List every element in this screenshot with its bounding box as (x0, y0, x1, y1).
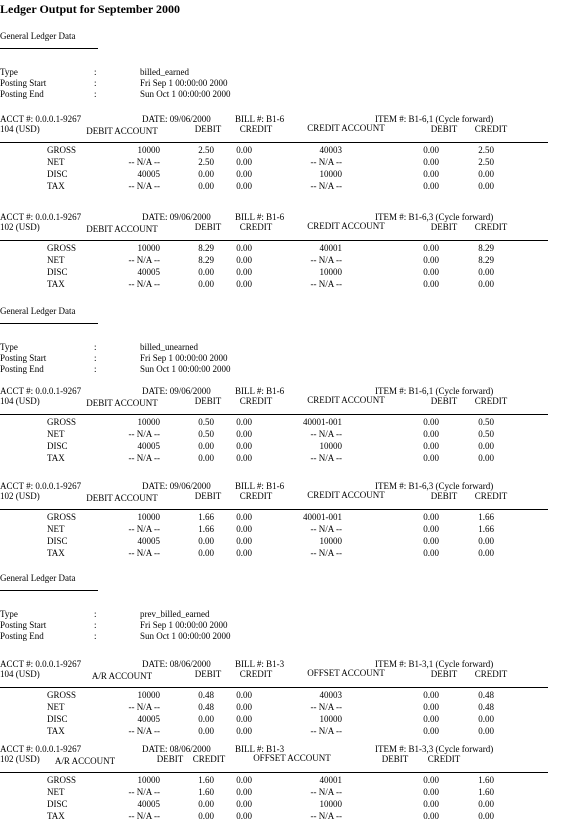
col-header-account2: OFFSET ACCOUNT (253, 753, 331, 763)
debit2-amount: 0.00 (423, 714, 439, 724)
page-title: Ledger Output for September 2000 (0, 2, 180, 16)
debit-account: -- N/A -- (128, 453, 160, 463)
debit-account: -- N/A -- (128, 702, 160, 712)
credit-account: 10000 (319, 267, 342, 277)
row-label: TAX (47, 181, 65, 191)
debit2-amount: 0.00 (423, 255, 439, 265)
meta-label: Posting Start (0, 620, 47, 630)
section-heading: General Ledger Data (0, 573, 76, 583)
col-header-account: DEBIT ACCOUNT (86, 398, 158, 408)
section-heading: General Ledger Data (0, 31, 76, 41)
posting-date: DATE: 09/06/2000 (142, 481, 211, 491)
credit2-amount: 0.00 (478, 279, 494, 289)
meta-separator: : (94, 609, 97, 619)
col-header-credit: CREDIT (239, 396, 273, 406)
account-number: ACCT #: 0.0.0.1-9267 (0, 481, 82, 491)
meta-separator: : (94, 67, 97, 77)
credit-account: 10000 (319, 536, 342, 546)
debit-account: -- N/A -- (128, 157, 160, 167)
section-heading-rule (0, 590, 98, 591)
debit2-amount: 0.00 (423, 429, 439, 439)
debit-amount: 0.00 (198, 279, 214, 289)
credit-amount: 0.00 (236, 702, 252, 712)
debit-amount: 1.60 (198, 775, 214, 785)
debit-amount: 0.50 (198, 417, 214, 427)
meta-value: Fri Sep 1 00:00:00 2000 (140, 620, 228, 630)
posting-date: DATE: 09/06/2000 (142, 212, 211, 222)
debit2-amount: 0.00 (423, 169, 439, 179)
item-number: ITEM #: B1-3,3 (Cycle forward) (375, 744, 494, 754)
block-rule (0, 687, 548, 688)
debit2-amount: 0.00 (423, 799, 439, 809)
debit2-amount: 0.00 (423, 512, 439, 522)
credit2-amount: 0.00 (478, 441, 494, 451)
col-header-account2: CREDIT ACCOUNT (307, 490, 385, 500)
debit2-amount: 0.00 (423, 811, 439, 821)
currency-code: 104 (USD) (0, 396, 40, 406)
col-header-account2: OFFSET ACCOUNT (307, 668, 385, 678)
meta-value: Fri Sep 1 00:00:00 2000 (140, 78, 228, 88)
credit2-amount: 1.60 (478, 787, 494, 797)
row-label: NET (47, 524, 65, 534)
debit-account: 40005 (137, 714, 160, 724)
debit2-amount: 0.00 (423, 536, 439, 546)
credit-account: -- N/A -- (310, 181, 342, 191)
row-label: DISC (47, 441, 68, 451)
col-header-debit: DEBIT (194, 491, 222, 501)
debit-account: -- N/A -- (128, 279, 160, 289)
col-header-credit: CREDIT (192, 754, 226, 764)
credit-account: -- N/A -- (310, 157, 342, 167)
meta-value: prev_billed_earned (140, 609, 210, 619)
currency-code: 104 (USD) (0, 669, 40, 679)
credit-amount: 0.00 (236, 157, 252, 167)
account-number: ACCT #: 0.0.0.1-9267 (0, 386, 82, 396)
credit-account: -- N/A -- (310, 255, 342, 265)
credit-amount: 0.00 (236, 512, 252, 522)
debit2-amount: 0.00 (423, 524, 439, 534)
credit2-amount: 0.00 (478, 799, 494, 809)
debit-account: 10000 (137, 775, 160, 785)
debit-account: 10000 (137, 243, 160, 253)
credit2-amount: 0.00 (478, 548, 494, 558)
meta-label: Type (0, 342, 18, 352)
credit-account: 40001 (319, 243, 342, 253)
credit-account: 40003 (319, 690, 342, 700)
credit-amount: 0.00 (236, 429, 252, 439)
section-heading-rule (0, 323, 98, 324)
col-header-credit2: CREDIT (474, 222, 508, 232)
credit-account: -- N/A -- (310, 726, 342, 736)
col-header-credit2: CREDIT (474, 669, 508, 679)
meta-separator: : (94, 353, 97, 363)
debit-account: 10000 (137, 417, 160, 427)
credit-account: -- N/A -- (310, 787, 342, 797)
posting-date: DATE: 09/06/2000 (142, 114, 211, 124)
debit-account: -- N/A -- (128, 726, 160, 736)
row-label: DISC (47, 267, 68, 277)
debit-account: -- N/A -- (128, 548, 160, 558)
credit-account: 10000 (319, 169, 342, 179)
credit-amount: 0.00 (236, 453, 252, 463)
credit2-amount: 8.29 (478, 243, 494, 253)
debit2-amount: 0.00 (423, 243, 439, 253)
debit-amount: 2.50 (198, 157, 214, 167)
debit2-amount: 0.00 (423, 787, 439, 797)
debit2-amount: 0.00 (423, 690, 439, 700)
debit-account: 40005 (137, 536, 160, 546)
credit-account: -- N/A -- (310, 524, 342, 534)
meta-separator: : (94, 631, 97, 641)
credit2-amount: 0.48 (478, 702, 494, 712)
posting-date: DATE: 09/06/2000 (142, 386, 211, 396)
credit-account: 40003 (319, 145, 342, 155)
debit-account: -- N/A -- (128, 811, 160, 821)
credit2-amount: 2.50 (478, 157, 494, 167)
credit-amount: 0.00 (236, 536, 252, 546)
item-number: ITEM #: B1-3,1 (Cycle forward) (375, 659, 494, 669)
credit-amount: 0.00 (236, 169, 252, 179)
row-label: GROSS (47, 145, 77, 155)
credit-amount: 0.00 (236, 799, 252, 809)
bill-number: BILL #: B1-3 (235, 744, 285, 754)
credit-amount: 0.00 (236, 714, 252, 724)
row-label: GROSS (47, 775, 77, 785)
credit-amount: 0.00 (236, 267, 252, 277)
row-label: NET (47, 787, 65, 797)
currency-code: 102 (USD) (0, 491, 40, 501)
col-header-debit2: DEBIT (430, 396, 458, 406)
section-heading-rule (0, 48, 98, 49)
col-header-credit2: CREDIT (427, 754, 461, 764)
meta-separator: : (94, 89, 97, 99)
debit-account: 40005 (137, 441, 160, 451)
row-label: GROSS (47, 690, 77, 700)
credit2-amount: 1.66 (478, 512, 494, 522)
debit-amount: 0.50 (198, 429, 214, 439)
debit-amount: 0.48 (198, 690, 214, 700)
col-header-credit: CREDIT (239, 491, 273, 501)
bill-number: BILL #: B1-6 (235, 386, 285, 396)
account-number: ACCT #: 0.0.0.1-9267 (0, 114, 82, 124)
debit-amount: 8.29 (198, 243, 214, 253)
col-header-debit: DEBIT (194, 669, 222, 679)
row-label: TAX (47, 279, 65, 289)
credit2-amount: 0.00 (478, 811, 494, 821)
posting-date: DATE: 08/06/2000 (142, 659, 211, 669)
credit-amount: 0.00 (236, 787, 252, 797)
credit2-amount: 0.00 (478, 181, 494, 191)
meta-value: Fri Sep 1 00:00:00 2000 (140, 353, 228, 363)
debit-amount: 0.00 (198, 169, 214, 179)
bill-number: BILL #: B1-6 (235, 212, 285, 222)
row-label: NET (47, 429, 65, 439)
debit2-amount: 0.00 (423, 417, 439, 427)
meta-value: Sun Oct 1 00:00:00 2000 (140, 364, 231, 374)
credit2-amount: 0.50 (478, 417, 494, 427)
row-label: GROSS (47, 512, 77, 522)
currency-code: 102 (USD) (0, 222, 40, 232)
debit-account: -- N/A -- (128, 181, 160, 191)
bill-number: BILL #: B1-3 (235, 659, 285, 669)
row-label: GROSS (47, 417, 77, 427)
credit-amount: 0.00 (236, 524, 252, 534)
credit-account: -- N/A -- (310, 811, 342, 821)
col-header-account2: CREDIT ACCOUNT (307, 395, 385, 405)
credit-amount: 0.00 (236, 775, 252, 785)
col-header-debit: DEBIT (156, 754, 184, 764)
credit-account: -- N/A -- (310, 279, 342, 289)
debit-amount: 0.00 (198, 714, 214, 724)
col-header-debit2: DEBIT (430, 124, 458, 134)
credit2-amount: 0.48 (478, 690, 494, 700)
meta-label: Posting End (0, 631, 44, 641)
col-header-debit2: DEBIT (430, 669, 458, 679)
credit-account: 40001-001 (303, 417, 342, 427)
col-header-credit2: CREDIT (474, 124, 508, 134)
col-header-account: DEBIT ACCOUNT (86, 493, 158, 503)
debit2-amount: 0.00 (423, 702, 439, 712)
block-rule (0, 772, 548, 773)
meta-separator: : (94, 78, 97, 88)
debit2-amount: 0.00 (423, 145, 439, 155)
credit2-amount: 0.50 (478, 429, 494, 439)
debit-amount: 0.00 (198, 536, 214, 546)
debit-amount: 0.00 (198, 548, 214, 558)
debit2-amount: 0.00 (423, 548, 439, 558)
meta-separator: : (94, 364, 97, 374)
col-header-debit2: DEBIT (430, 491, 458, 501)
debit-account: 40005 (137, 267, 160, 277)
debit-amount: 0.48 (198, 702, 214, 712)
row-label: TAX (47, 811, 65, 821)
col-header-debit2: DEBIT (430, 222, 458, 232)
debit-account: -- N/A -- (128, 787, 160, 797)
debit2-amount: 0.00 (423, 267, 439, 277)
row-label: NET (47, 255, 65, 265)
debit2-amount: 0.00 (423, 775, 439, 785)
account-number: ACCT #: 0.0.0.1-9267 (0, 744, 82, 754)
debit-amount: 0.00 (198, 726, 214, 736)
col-header-debit: DEBIT (194, 124, 222, 134)
debit-account: 40005 (137, 799, 160, 809)
credit-amount: 0.00 (236, 548, 252, 558)
col-header-credit: CREDIT (239, 222, 273, 232)
debit-account: 10000 (137, 690, 160, 700)
row-label: DISC (47, 714, 68, 724)
row-label: DISC (47, 536, 68, 546)
col-header-debit: DEBIT (194, 222, 222, 232)
meta-value: Sun Oct 1 00:00:00 2000 (140, 89, 231, 99)
bill-number: BILL #: B1-6 (235, 114, 285, 124)
col-header-account: A/R ACCOUNT (91, 671, 153, 681)
debit-amount: 1.66 (198, 512, 214, 522)
credit-amount: 0.00 (236, 441, 252, 451)
credit-amount: 0.00 (236, 417, 252, 427)
credit-amount: 0.00 (236, 690, 252, 700)
debit-amount: 1.60 (198, 787, 214, 797)
credit-amount: 0.00 (236, 726, 252, 736)
credit2-amount: 1.66 (478, 524, 494, 534)
row-label: NET (47, 702, 65, 712)
account-number: ACCT #: 0.0.0.1-9267 (0, 212, 82, 222)
debit-amount: 0.00 (198, 441, 214, 451)
meta-label: Posting Start (0, 353, 47, 363)
credit2-amount: 2.50 (478, 145, 494, 155)
credit2-amount: 8.29 (478, 255, 494, 265)
block-rule (0, 509, 548, 510)
meta-label: Type (0, 609, 18, 619)
col-header-account: DEBIT ACCOUNT (86, 224, 158, 234)
credit2-amount: 0.00 (478, 536, 494, 546)
col-header-credit: CREDIT (239, 124, 273, 134)
credit-account: -- N/A -- (310, 548, 342, 558)
meta-label: Posting Start (0, 78, 47, 88)
currency-code: 104 (USD) (0, 124, 40, 134)
meta-label: Posting End (0, 364, 44, 374)
section-heading: General Ledger Data (0, 306, 76, 316)
credit2-amount: 0.00 (478, 726, 494, 736)
meta-separator: : (94, 342, 97, 352)
item-number: ITEM #: B1-6,1 (Cycle forward) (375, 386, 494, 396)
col-header-account2: CREDIT ACCOUNT (307, 123, 385, 133)
meta-value: Sun Oct 1 00:00:00 2000 (140, 631, 231, 641)
credit-account: 10000 (319, 714, 342, 724)
debit2-amount: 0.00 (423, 181, 439, 191)
account-number: ACCT #: 0.0.0.1-9267 (0, 659, 82, 669)
debit-amount: 0.00 (198, 267, 214, 277)
debit-amount: 0.00 (198, 811, 214, 821)
block-rule (0, 240, 548, 241)
credit2-amount: 0.00 (478, 714, 494, 724)
credit-account: -- N/A -- (310, 702, 342, 712)
debit-account: -- N/A -- (128, 255, 160, 265)
debit-amount: 1.66 (198, 524, 214, 534)
debit2-amount: 0.00 (423, 453, 439, 463)
credit-account: 40001-001 (303, 512, 342, 522)
credit-amount: 0.00 (236, 255, 252, 265)
col-header-debit: DEBIT (194, 396, 222, 406)
block-rule (0, 142, 548, 143)
credit-account: -- N/A -- (310, 453, 342, 463)
row-label: TAX (47, 453, 65, 463)
item-number: ITEM #: B1-6,1 (Cycle forward) (375, 114, 494, 124)
col-header-credit: CREDIT (239, 669, 273, 679)
credit-amount: 0.00 (236, 243, 252, 253)
meta-value: billed_unearned (140, 342, 198, 352)
debit2-amount: 0.00 (423, 279, 439, 289)
debit-amount: 2.50 (198, 145, 214, 155)
debit2-amount: 0.00 (423, 726, 439, 736)
credit2-amount: 0.00 (478, 453, 494, 463)
col-header-account: DEBIT ACCOUNT (86, 126, 158, 136)
credit-amount: 0.00 (236, 279, 252, 289)
meta-label: Posting End (0, 89, 44, 99)
debit2-amount: 0.00 (423, 441, 439, 451)
debit-account: -- N/A -- (128, 524, 160, 534)
col-header-credit2: CREDIT (474, 396, 508, 406)
credit2-amount: 0.00 (478, 267, 494, 277)
debit-account: 40005 (137, 169, 160, 179)
credit-account: 40001 (319, 775, 342, 785)
debit-amount: 8.29 (198, 255, 214, 265)
credit2-amount: 1.60 (478, 775, 494, 785)
row-label: TAX (47, 548, 65, 558)
credit2-amount: 0.00 (478, 169, 494, 179)
credit-account: -- N/A -- (310, 429, 342, 439)
credit-account: 10000 (319, 441, 342, 451)
posting-date: DATE: 08/06/2000 (142, 744, 211, 754)
debit-amount: 0.00 (198, 453, 214, 463)
credit-amount: 0.00 (236, 181, 252, 191)
row-label: DISC (47, 799, 68, 809)
row-label: TAX (47, 726, 65, 736)
row-label: DISC (47, 169, 68, 179)
block-rule (0, 414, 548, 415)
bill-number: BILL #: B1-6 (235, 481, 285, 491)
meta-separator: : (94, 620, 97, 630)
meta-value: billed_earned (140, 67, 189, 77)
col-header-account: A/R ACCOUNT (54, 756, 116, 766)
meta-label: Type (0, 67, 18, 77)
col-header-debit2: DEBIT (381, 754, 409, 764)
credit-account: 10000 (319, 799, 342, 809)
debit-amount: 0.00 (198, 181, 214, 191)
debit-account: 10000 (137, 512, 160, 522)
debit-amount: 0.00 (198, 799, 214, 809)
currency-code: 102 (USD) (0, 754, 40, 764)
debit-account: 10000 (137, 145, 160, 155)
credit-amount: 0.00 (236, 811, 252, 821)
debit2-amount: 0.00 (423, 157, 439, 167)
item-number: ITEM #: B1-6,3 (Cycle forward) (375, 212, 494, 222)
row-label: GROSS (47, 243, 77, 253)
debit-account: -- N/A -- (128, 429, 160, 439)
item-number: ITEM #: B1-6,3 (Cycle forward) (375, 481, 494, 491)
row-label: NET (47, 157, 65, 167)
col-header-credit2: CREDIT (474, 491, 508, 501)
credit-amount: 0.00 (236, 145, 252, 155)
col-header-account2: CREDIT ACCOUNT (307, 221, 385, 231)
